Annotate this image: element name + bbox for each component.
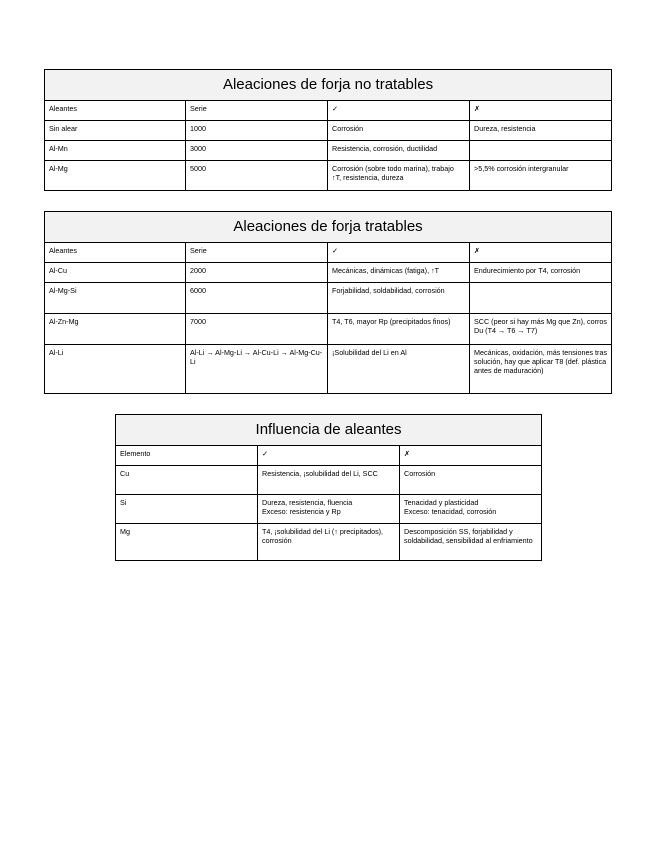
- header-cell: ✓: [328, 101, 470, 121]
- table-cell: [400, 495, 542, 524]
- table-cell: Cu: [116, 466, 258, 495]
- table-row: [45, 263, 612, 283]
- table-cell: 5000: [186, 161, 328, 191]
- table-row: [116, 495, 542, 524]
- table-header-row: [116, 446, 542, 466]
- table-cell: Corrosión: [400, 466, 542, 495]
- table-cell: Al-Li: [45, 345, 186, 394]
- table-title: Aleaciones de forja no tratables: [45, 70, 612, 101]
- table-cell: Descomposición SS, forjabilidad y soldabilidad, sensibilidad al enfriamiento: [400, 524, 542, 561]
- cell-line: Exceso: tenacidad, corrosión: [404, 507, 497, 516]
- table-cell: 3000: [186, 141, 328, 161]
- table-cell: T4, T6, mayor Rp (precipitados finos): [328, 314, 470, 345]
- table-cell: 2000: [186, 263, 328, 283]
- table-cell: Corrosión: [328, 121, 470, 141]
- table-cell: Forjabilidad, soldabilidad, corrosión: [328, 283, 470, 314]
- table-cell: [470, 283, 612, 314]
- table-cell: Al-Mg-Si: [45, 283, 186, 314]
- cell-line: Exceso: resistencia y Rp: [262, 507, 341, 516]
- table-row: [116, 466, 542, 495]
- table-title: Influencia de aleantes: [116, 415, 542, 446]
- table-cell: T4, ¡solubilidad del Li (↑ precipitados), corrosión: [258, 524, 400, 561]
- header-cell: ✗: [400, 446, 542, 466]
- cell-line: Tenacidad y plasticidad: [404, 498, 479, 507]
- cell-line: Dureza, resistencia, fluencia: [262, 498, 353, 507]
- table-cell: [470, 141, 612, 161]
- table-cell: Sin alear: [45, 121, 186, 141]
- header-cell: Serie: [186, 101, 328, 121]
- table-row: [45, 161, 612, 191]
- table-header-row: [45, 243, 612, 263]
- header-cell: Serie: [186, 243, 328, 263]
- table-cell: Corrosión (sobre todo marina), trabajo ↑T, resistencia, dureza: [328, 161, 470, 191]
- table-row: [45, 345, 612, 394]
- table-cell: Dureza, resistencia: [470, 121, 612, 141]
- table-cell: Al-Mg: [45, 161, 186, 191]
- table-title: Aleaciones de forja tratables: [45, 212, 612, 243]
- table-cell: [258, 495, 400, 524]
- header-cell: Elemento: [116, 446, 258, 466]
- table-cell: Resistencia, ¡solubilidad del Li, SCC: [258, 466, 400, 495]
- table-cell: Al-Li → Al-Mg-Li → Al-Cu-Li → Al-Mg-Cu-Li: [186, 345, 328, 394]
- table-no-tratables: [44, 69, 612, 191]
- header-cell: Aleantes: [45, 243, 186, 263]
- table-header-row: [45, 101, 612, 121]
- table-tratables: [44, 211, 612, 394]
- table-cell: 6000: [186, 283, 328, 314]
- table-cell: Endurecimiento por T4, corrosión: [470, 263, 612, 283]
- table-cell: Al-Zn-Mg: [45, 314, 186, 345]
- header-cell: ✗: [470, 243, 612, 263]
- table-cell: 1000: [186, 121, 328, 141]
- table-row: [45, 314, 612, 345]
- table-cell: Si: [116, 495, 258, 524]
- table-row: [116, 524, 542, 561]
- table-cell: Mecánicas, oxidación, más tensiones tras solución, hay que aplicar T8 (def. plástica antes de maduración): [470, 345, 612, 394]
- table-influencia-aleantes: [115, 414, 542, 561]
- table-cell: >5,5% corrosión intergranular: [470, 161, 612, 191]
- table-cell: Mecánicas, dinámicas (fatiga), ↑T: [328, 263, 470, 283]
- header-cell: ✗: [470, 101, 612, 121]
- table-cell: Al-Mn: [45, 141, 186, 161]
- header-cell: Aleantes: [45, 101, 186, 121]
- header-cell: ✓: [258, 446, 400, 466]
- table-cell: 7000: [186, 314, 328, 345]
- table-cell: Resistencia, corrosión, ductilidad: [328, 141, 470, 161]
- header-cell: ✓: [328, 243, 470, 263]
- table-row: [45, 141, 612, 161]
- table-cell: Mg: [116, 524, 258, 561]
- table-row: [45, 283, 612, 314]
- table-cell: SCC (peor si hay más Mg que Zn), corros Du (T4 → T6 → T7): [470, 314, 612, 345]
- table-cell: ¡Solubilidad del Li en Al: [328, 345, 470, 394]
- table-row: [45, 121, 612, 141]
- table-cell: Al-Cu: [45, 263, 186, 283]
